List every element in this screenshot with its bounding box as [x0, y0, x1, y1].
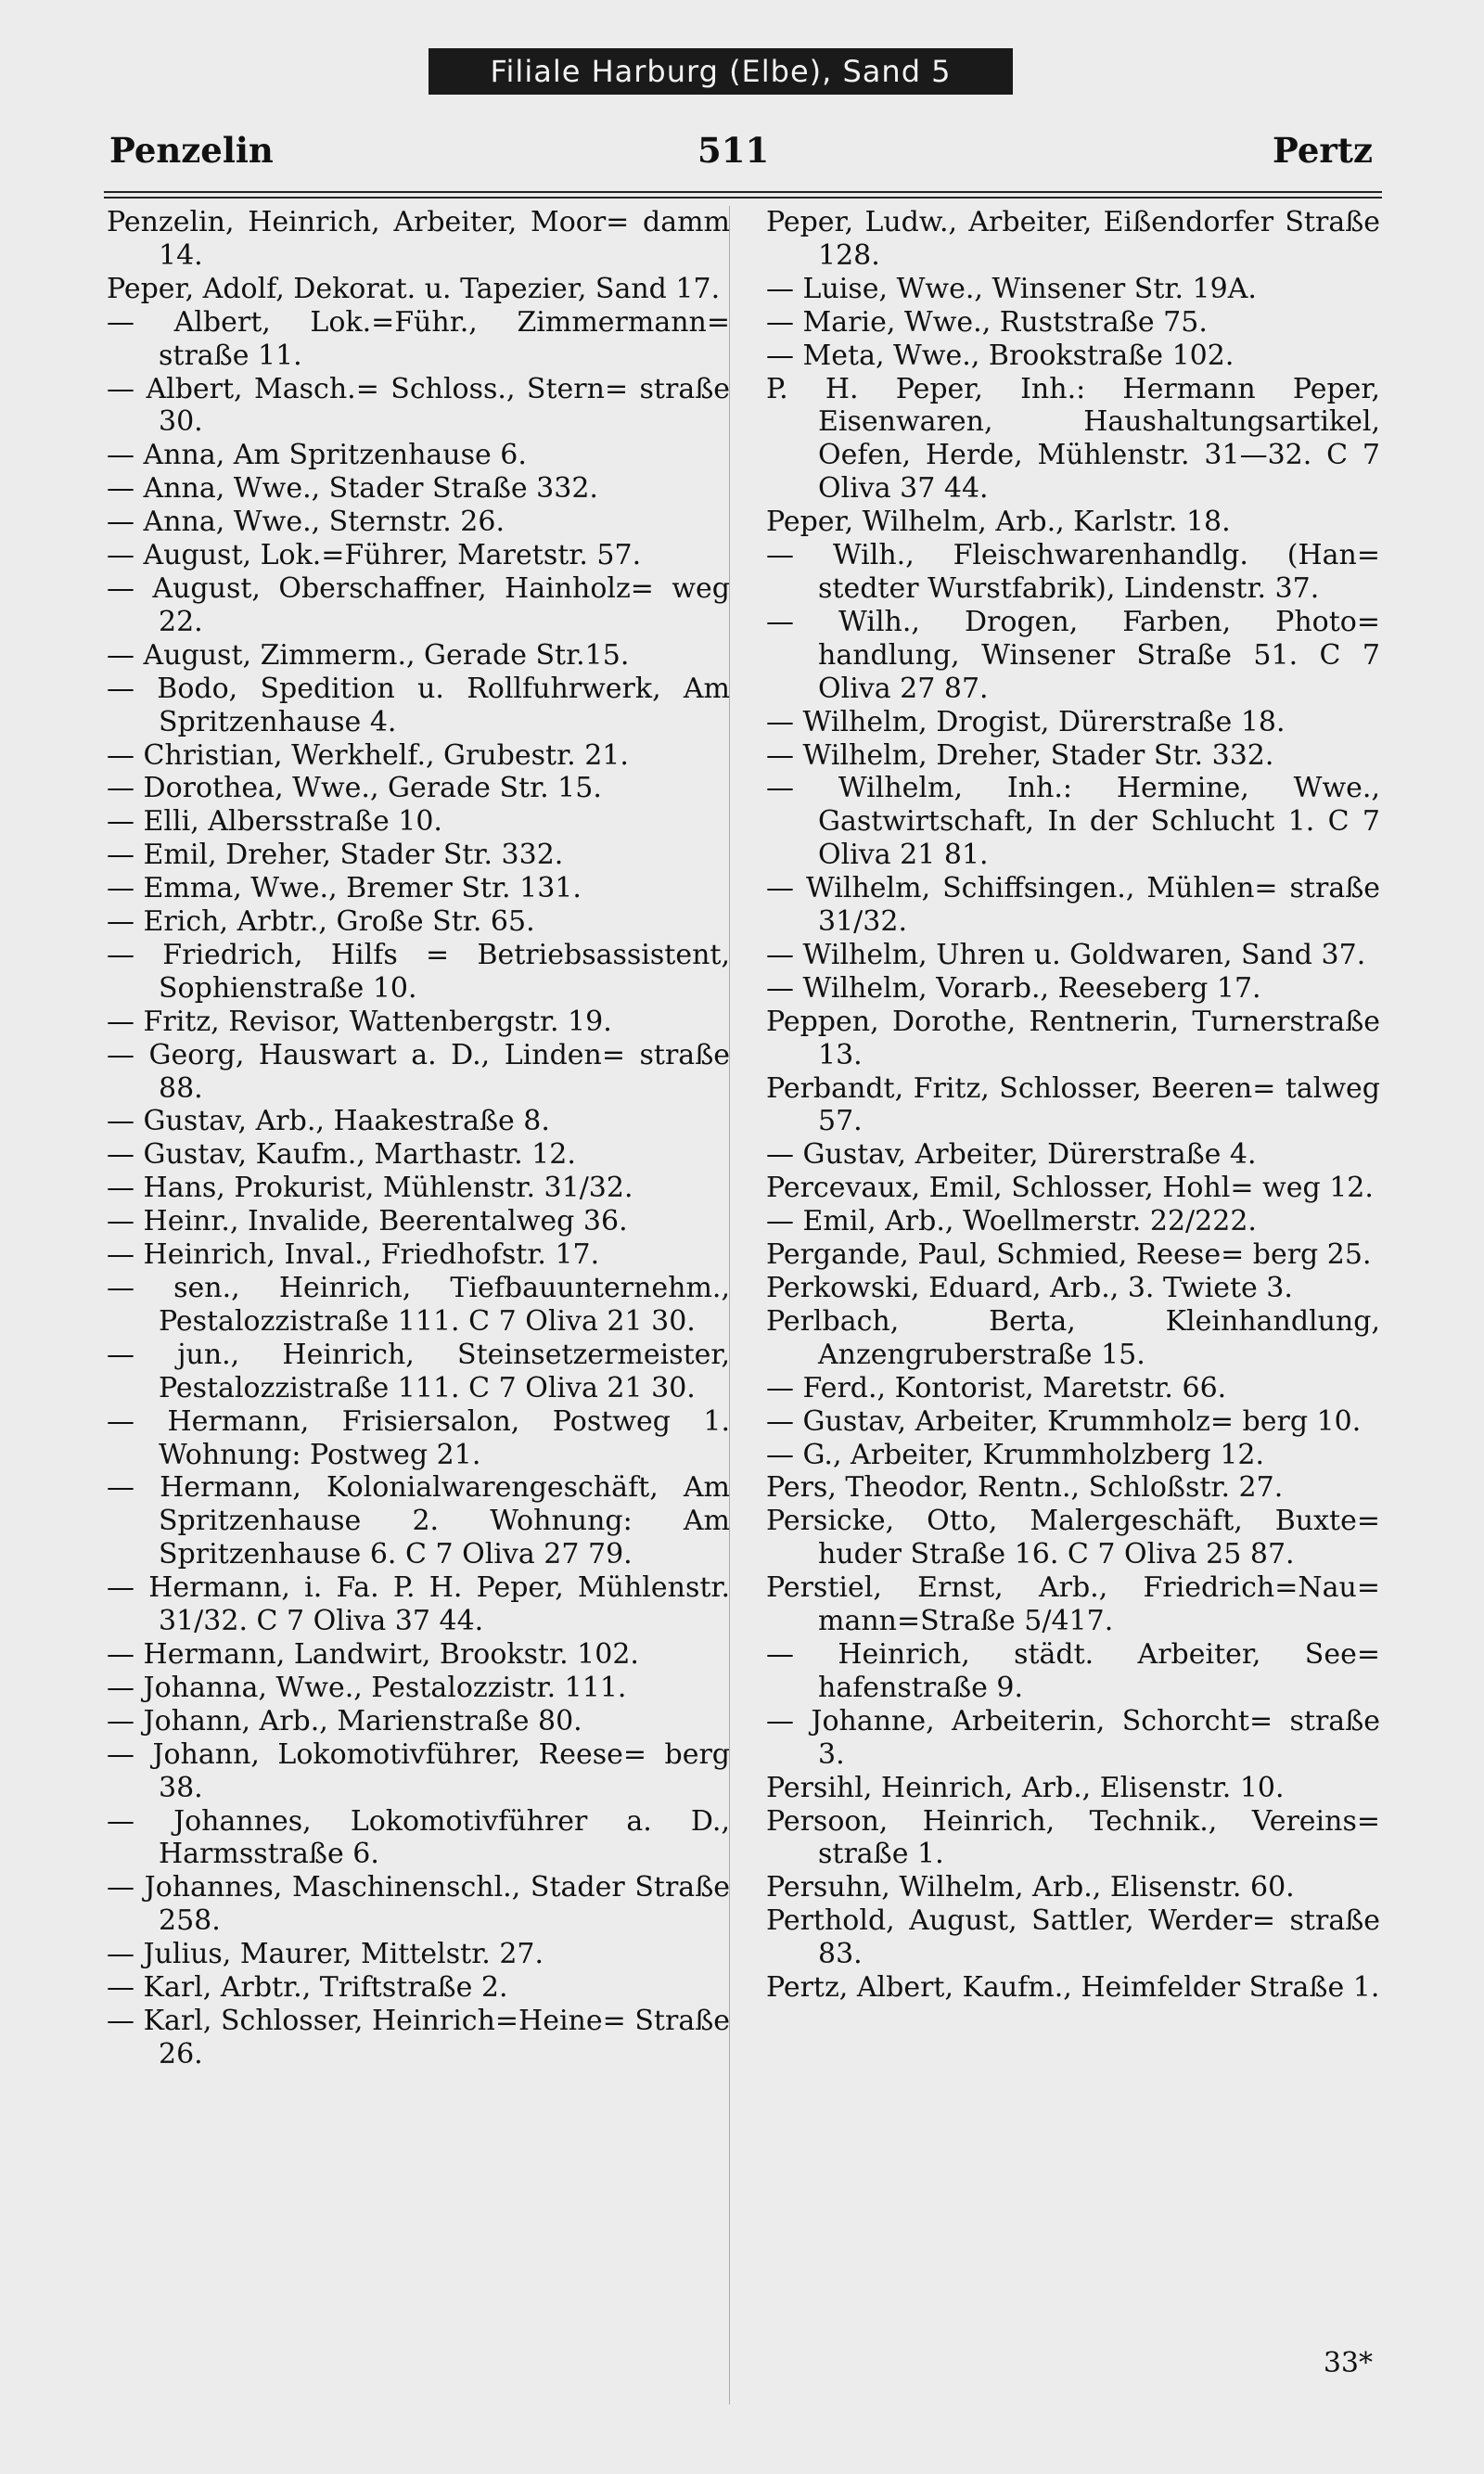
directory-entry: — Wilhelm, Dreher, Stader Str. 332.: [766, 738, 1274, 772]
directory-entry: — Gustav, Arb., Haakestraße 8.: [107, 1105, 550, 1138]
directory-entry: — Heinr., Invalide, Beerentalweg 36.: [107, 1205, 628, 1238]
directory-entry: — Ferd., Kontorist, Maretstr. 66.: [766, 1371, 1227, 1404]
directory-entry: — Friedrich, Hilfs = Betriebsassistent, Sophienstraße 10.: [107, 938, 730, 1005]
branch-banner: Filiale Harburg (Elbe), Sand 5: [429, 48, 1013, 95]
directory-entry: Perlbach, Berta, Kleinhandlung, Anzengruberstraße 15.: [766, 1304, 1380, 1371]
directory-entry: — Gustav, Arbeiter, Dürerstraße 4.: [766, 1138, 1257, 1172]
directory-entry: — Wilhelm, Vorarb., Reeseberg 17.: [766, 971, 1261, 1005]
directory-entry: — Gustav, Arbeiter, Krummholz= berg 10.: [766, 1404, 1362, 1438]
directory-entry: — Johanna, Wwe., Pestalozzistr. 111.: [107, 1671, 627, 1704]
directory-entry: Persihl, Heinrich, Arb., Elisenstr. 10.: [766, 1771, 1285, 1804]
header-rule-top: [104, 191, 1382, 193]
directory-entry: Peper, Adolf, Dekorat. u. Tapezier, Sand 17.: [107, 272, 721, 305]
directory-entry: Perstiel, Ernst, Arb., Friedrich=Nau= mann=Straße 5/417.: [766, 1571, 1380, 1638]
header-rule-bottom: [104, 197, 1382, 199]
directory-entry: — Marie, Wwe., Ruststraße 75.: [766, 305, 1208, 339]
directory-entry: Pergande, Paul, Schmied, Reese= berg 25.: [766, 1238, 1372, 1272]
directory-entry: Persicke, Otto, Malergeschäft, Buxte= huder Straße 16. C 7 Oliva 25 87.: [766, 1505, 1380, 1571]
right-column: [766, 206, 1380, 2005]
directory-entry: — Meta, Wwe., Brookstraße 102.: [766, 339, 1235, 372]
directory-entry: — Wilhelm, Drogist, Dürerstraße 18.: [766, 705, 1286, 738]
directory-entry: — Bodo, Spedition u. Rollfuhrwerk, Am Spritzenhause 4.: [107, 672, 730, 738]
directory-entry: — Hermann, Landwirt, Brookstr. 102.: [107, 1637, 639, 1671]
directory-entry: — Anna, Am Spritzenhause 6.: [107, 439, 527, 472]
directory-entry: — Georg, Hauswart a. D., Linden= straße 88.: [107, 1038, 730, 1105]
directory-entry: — Anna, Wwe., Sternstr. 26.: [107, 506, 505, 539]
directory-entry: — Wilh., Drogen, Farben, Photo= handlung, Winsener Straße 51. C 7 Oliva 27 87.: [766, 605, 1380, 705]
directory-entry: — Elli, Albersstraße 10.: [107, 805, 442, 839]
directory-entry: — jun., Heinrich, Steinsetzermeister, Pestalozzistraße 111. C 7 Oliva 21 30.: [107, 1338, 730, 1404]
directory-entry: — Erich, Arbtr., Große Str. 65.: [107, 905, 535, 939]
directory-entry: — Gustav, Kaufm., Marthastr. 12.: [107, 1138, 576, 1172]
directory-entry: Pers, Theodor, Rentn., Schloßstr. 27.: [766, 1471, 1284, 1505]
directory-entry: — Luise, Wwe., Winsener Str. 19A.: [766, 272, 1257, 305]
directory-entry: — Johanne, Arbeiterin, Schorcht= straße 3.: [766, 1704, 1380, 1771]
directory-entry: — Emil, Arb., Woellmerstr. 22/222.: [766, 1205, 1257, 1238]
page-number: 511: [697, 130, 770, 171]
directory-entry: — Hans, Prokurist, Mühlenstr. 31/32.: [107, 1172, 633, 1205]
directory-entry: — G., Arbeiter, Krummholzberg 12.: [766, 1438, 1265, 1471]
directory-entry: — Emma, Wwe., Bremer Str. 131.: [107, 872, 582, 905]
running-head: [0, 130, 1484, 176]
directory-entry: — Wilhelm, Uhren u. Goldwaren, Sand 37.: [766, 938, 1366, 971]
header-first-entry: Penzelin: [109, 130, 274, 171]
signature-mark: 33*: [1323, 2347, 1373, 2379]
directory-entry: Persoon, Heinrich, Technik., Vereins= straße 1.: [766, 1804, 1380, 1871]
directory-entry: — Emil, Dreher, Stader Str. 332.: [107, 839, 564, 872]
directory-entry: — Johannes, Maschinenschl., Stader Straße 258.: [107, 1871, 730, 1938]
directory-entry: Pertz, Albert, Kaufm., Heimfelder Straße 1.: [766, 1971, 1380, 2005]
directory-entry: Perkowski, Eduard, Arb., 3. Twiete 3.: [766, 1272, 1293, 1304]
directory-entry: Perbandt, Fritz, Schlosser, Beeren= talweg 57.: [766, 1071, 1380, 1138]
directory-entry: — Dorothea, Wwe., Gerade Str. 15.: [107, 772, 602, 805]
directory-entry: — Wilh., Fleischwarenhandlg. (Han= stedter Wurstfabrik), Lindenstr. 37.: [766, 539, 1380, 605]
directory-entry: P. H. Peper, Inh.: Hermann Peper, Eisenwaren, Haushaltungsartikel, Oefen, Herde, Mühlenstr. 31—32. C 7 Oliva 37 44.: [766, 372, 1380, 506]
directory-entry: — Johann, Lokomotivführer, Reese= berg 38.: [107, 1737, 730, 1804]
directory-entry: — Heinrich, städt. Arbeiter, See= hafenstraße 9.: [766, 1637, 1380, 1704]
directory-entry: — Hermann, i. Fa. P. H. Peper, Mühlenstr. 31/32. C 7 Oliva 37 44.: [107, 1571, 730, 1638]
directory-entry: — August, Lok.=Führer, Maretstr. 57.: [107, 539, 642, 572]
directory-entry: — Anna, Wwe., Stader Straße 332.: [107, 472, 598, 506]
directory-entry: — Hermann, Frisiersalon, Postweg 1. Wohnung: Postweg 21.: [107, 1404, 730, 1471]
directory-entry: — sen., Heinrich, Tiefbauunternehm., Pestalozzistraße 111. C 7 Oliva 21 30.: [107, 1272, 730, 1338]
directory-entry: — Julius, Maurer, Mittelstr. 27.: [107, 1938, 544, 1971]
directory-entry: — Albert, Lok.=Führ., Zimmermann= straße 11.: [107, 305, 730, 372]
directory-entry: Peppen, Dorothe, Rentnerin, Turnerstraße 13.: [766, 1005, 1380, 1071]
left-column: [107, 206, 730, 2071]
directory-entry: — Fritz, Revisor, Wattenbergstr. 19.: [107, 1005, 612, 1038]
directory-entry: Persuhn, Wilhelm, Arb., Elisenstr. 60.: [766, 1871, 1295, 1904]
directory-entry: — Wilhelm, Inh.: Hermine, Wwe., Gastwirtschaft, In der Schlucht 1. C 7 Oliva 21 81.: [766, 772, 1380, 872]
directory-entry: — August, Oberschaffner, Hainholz= weg 22.: [107, 571, 730, 638]
directory-entry: — Heinrich, Inval., Friedhofstr. 17.: [107, 1238, 600, 1272]
directory-entry: — August, Zimmerm., Gerade Str.15.: [107, 638, 630, 672]
directory-entry: — Karl, Schlosser, Heinrich=Heine= Straße 26.: [107, 2004, 730, 2070]
directory-entry: — Johann, Arb., Marienstraße 80.: [107, 1704, 582, 1737]
directory-entry: — Johannes, Lokomotivführer a. D., Harmsstraße 6.: [107, 1804, 730, 1871]
directory-entry: Percevaux, Emil, Schlosser, Hohl= weg 12.: [766, 1172, 1374, 1205]
directory-entry: — Wilhelm, Schiffsingen., Mühlen= straße 31/32.: [766, 872, 1380, 939]
directory-entry: Peper, Wilhelm, Arb., Karlstr. 18.: [766, 506, 1231, 539]
directory-entry: Perthold, August, Sattler, Werder= straße 83.: [766, 1904, 1380, 1971]
directory-entry: Peper, Ludw., Arbeiter, Eißendorfer Straße 128.: [766, 206, 1380, 272]
directory-entry: — Karl, Arbtr., Triftstraße 2.: [107, 1971, 508, 2005]
directory-entry: Penzelin, Heinrich, Arbeiter, Moor= damm 14.: [107, 206, 730, 272]
directory-entry: — Hermann, Kolonialwarengeschäft, Am Spritzenhause 2. Wohnung: Am Spritzenhause 6. C 7 Oliva 27 79.: [107, 1471, 730, 1571]
header-last-entry: Pertz: [1273, 130, 1373, 171]
directory-entry: — Christian, Werkhelf., Grubestr. 21.: [107, 738, 629, 772]
directory-entry: — Albert, Masch.= Schloss., Stern= straße 30.: [107, 372, 730, 439]
